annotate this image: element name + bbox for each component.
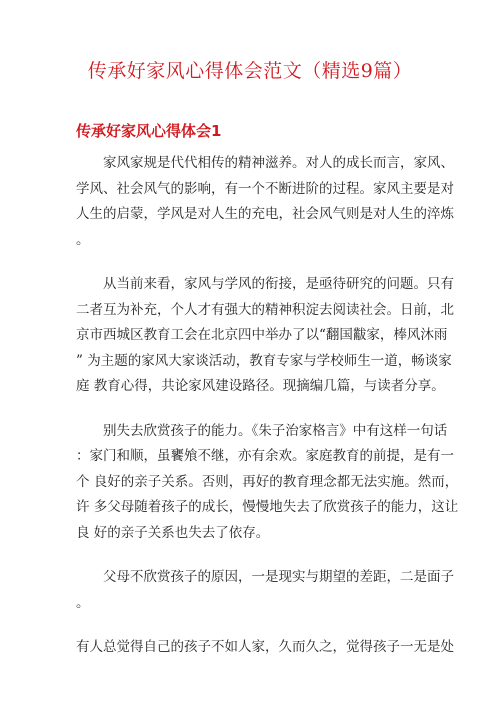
paragraph-2 xyxy=(76,272,454,400)
paragraph-4 xyxy=(76,565,454,616)
section-heading: 传承好家风心得体会1 xyxy=(76,122,222,140)
paragraph-line: ” 为主题的家风大家谈活动，教育专家与学校师生一道，畅谈家 xyxy=(76,352,452,369)
paragraph-1 xyxy=(76,151,454,253)
document-title: 传承好家风心得体会范文（精选9篇） xyxy=(87,60,413,82)
paragraph-line: 别失去欣赏孩子的能力。《朱子治家格言》中有这样一句话 xyxy=(103,422,448,439)
paragraph-line: 人生的启蒙，学风是对人生的充电，社会风气则是对人生的淬炼 xyxy=(76,206,454,222)
paragraph-line: 个 良好的亲子关系。否则，再好的教育理念都无法实施。然而， xyxy=(76,473,459,490)
paragraph-line: 学风、社会风气的影响，有一个不断进阶的过程。家风主要是对 xyxy=(76,180,454,197)
paragraph-line: 父母不欣赏孩子的原因，一是现实与期望的差距，二是面子 xyxy=(103,569,454,585)
paragraph-line: 从当前来看，家风与学风的衔接，是亟待研究的问题。只有 xyxy=(103,276,454,292)
paragraph-3 xyxy=(76,419,459,547)
paragraph-line: 二者互为补充，个人才有强大的精神积淀去阅读社会。日前，北 xyxy=(76,301,454,318)
paragraph-line: 。 xyxy=(76,594,90,611)
paragraph-line: 良 好的亲子关系也失去了依存。 xyxy=(76,524,270,541)
paragraph-line: 京市西城区教育工会在北京四中举办了以“翻国黻家，棒风沐雨 xyxy=(76,327,448,343)
paragraph-line: 家风家规是代代相传的精神滋养。对人的成长而言，家风、 xyxy=(103,155,454,171)
paragraph-5 xyxy=(76,635,454,661)
paragraph-line: 。 xyxy=(76,231,90,248)
paragraph-line: 有人总觉得自己的孩子不如人家，久而久之，觉得孩子一无是处 xyxy=(76,639,454,655)
paragraph-line: 庭 教育心得，共论家风建设路径。现摘编几篇，与读者分享。 xyxy=(76,378,445,394)
paragraph-line: ：家门和顺，虽饔飧不继，亦有余欢。家庭教育的前提，是有一 xyxy=(76,448,454,464)
document-body xyxy=(76,151,459,661)
paragraph-line: 许 多父母随着孩子的成长，慢慢地失去了欣赏孩子的能力，这让 xyxy=(76,499,459,515)
